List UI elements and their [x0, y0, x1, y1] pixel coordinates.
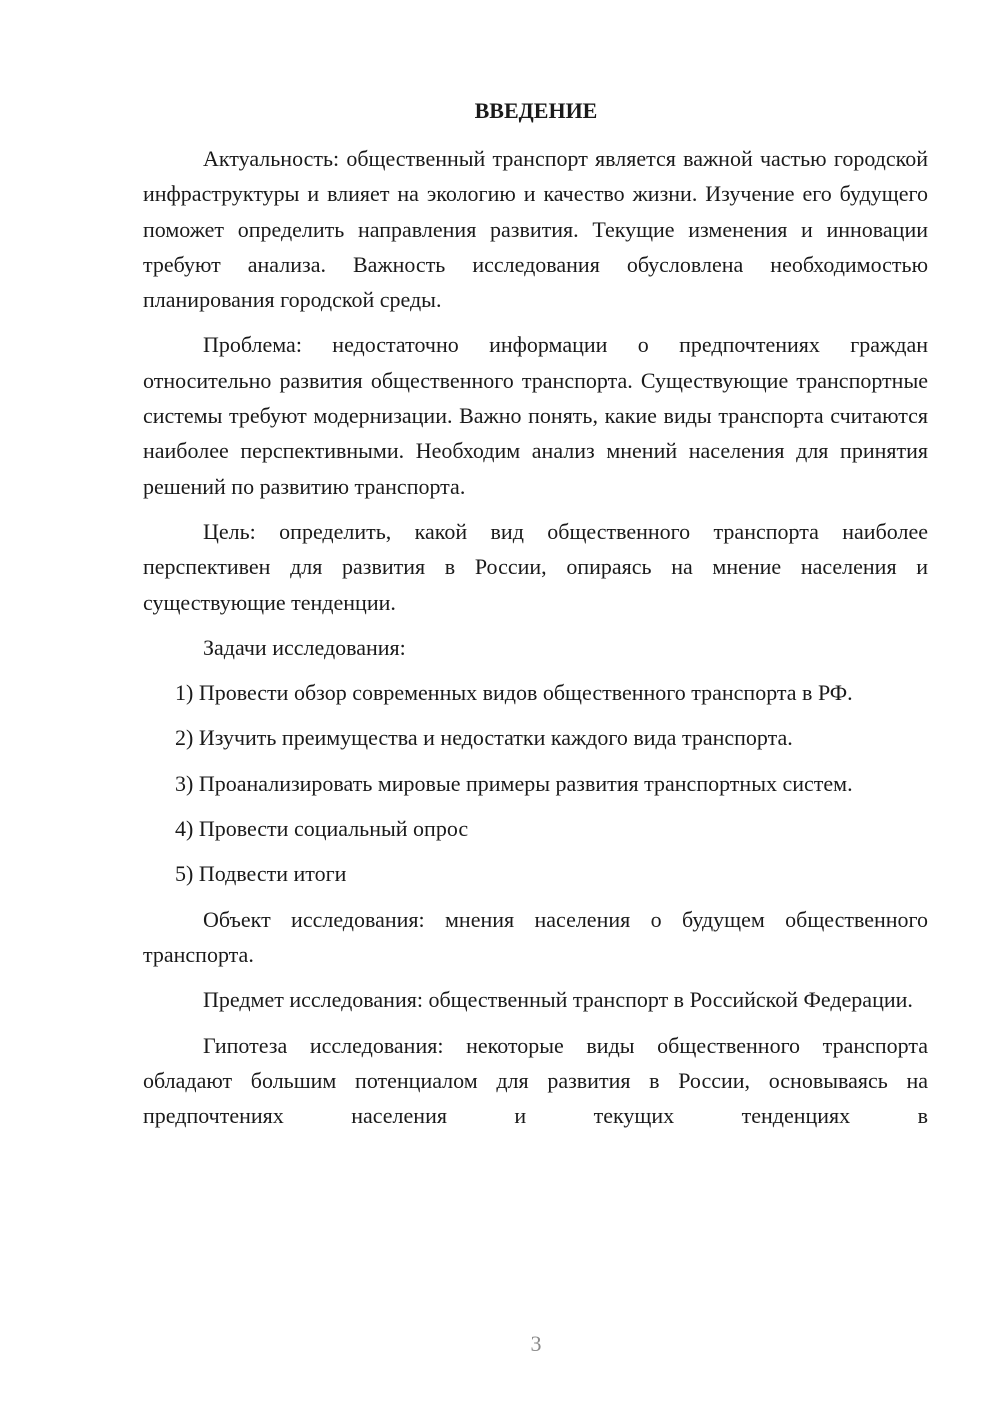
goal-paragraph: Цель: определить, какой вид общественного транспорта наиболее перспективен для развития в России, опираясь на мнение населения и существующие тенденции. — [143, 518, 928, 615]
problem-paragraph: Проблема: недостаточно информации о предпочтениях граждан относительно развития общественного транспорта. Существующие транспортные системы требуют модернизации. Важно понять, какие виды транспорта считаются наиболее перспективными. Необходим анализ мнений населения для принятия решений по развитию транспорта. — [143, 332, 928, 499]
task-item: 2) Изучить преимущества и недостатки каждого вида транспорта. — [175, 725, 793, 751]
tasks-heading: Задачи исследования: — [203, 634, 406, 660]
relevance-paragraph: Актуальность: общественный транспорт является важной частью городской инфраструктуры и влияет на экологию и качество жизни. Изучение его будущего поможет определить направления развития. Текущие изменения и инновации требуют анализа. Важность исследования обусловлена необходимостью планирования городской среды. — [143, 146, 928, 313]
object-paragraph: Объект исследования: мнения населения о будущем общественного транспорта. — [143, 906, 928, 967]
page-number: 3 — [530, 1331, 542, 1356]
task-item: 1) Провести обзор современных видов общественного транспорта в РФ. — [175, 680, 853, 706]
task-item: 5) Подвести итоги — [175, 861, 347, 887]
subject-paragraph: Предмет исследования: общественный транспорт в Российской Федерации. — [203, 987, 913, 1013]
task-item: 3) Проанализировать мировые примеры развития транспортных систем. — [175, 770, 853, 796]
hypothesis-paragraph: Гипотеза исследования: некоторые виды общественного транспорта обладают большим потенциалом для развития в России, основываясь на предпочтениях населения и текущих тенденциях в — [143, 1032, 928, 1129]
section-title: ВВЕДЕНИЕ — [474, 98, 598, 123]
document-body — [143, 141, 928, 1143]
task-item: 4) Провести социальный опрос — [175, 816, 469, 842]
